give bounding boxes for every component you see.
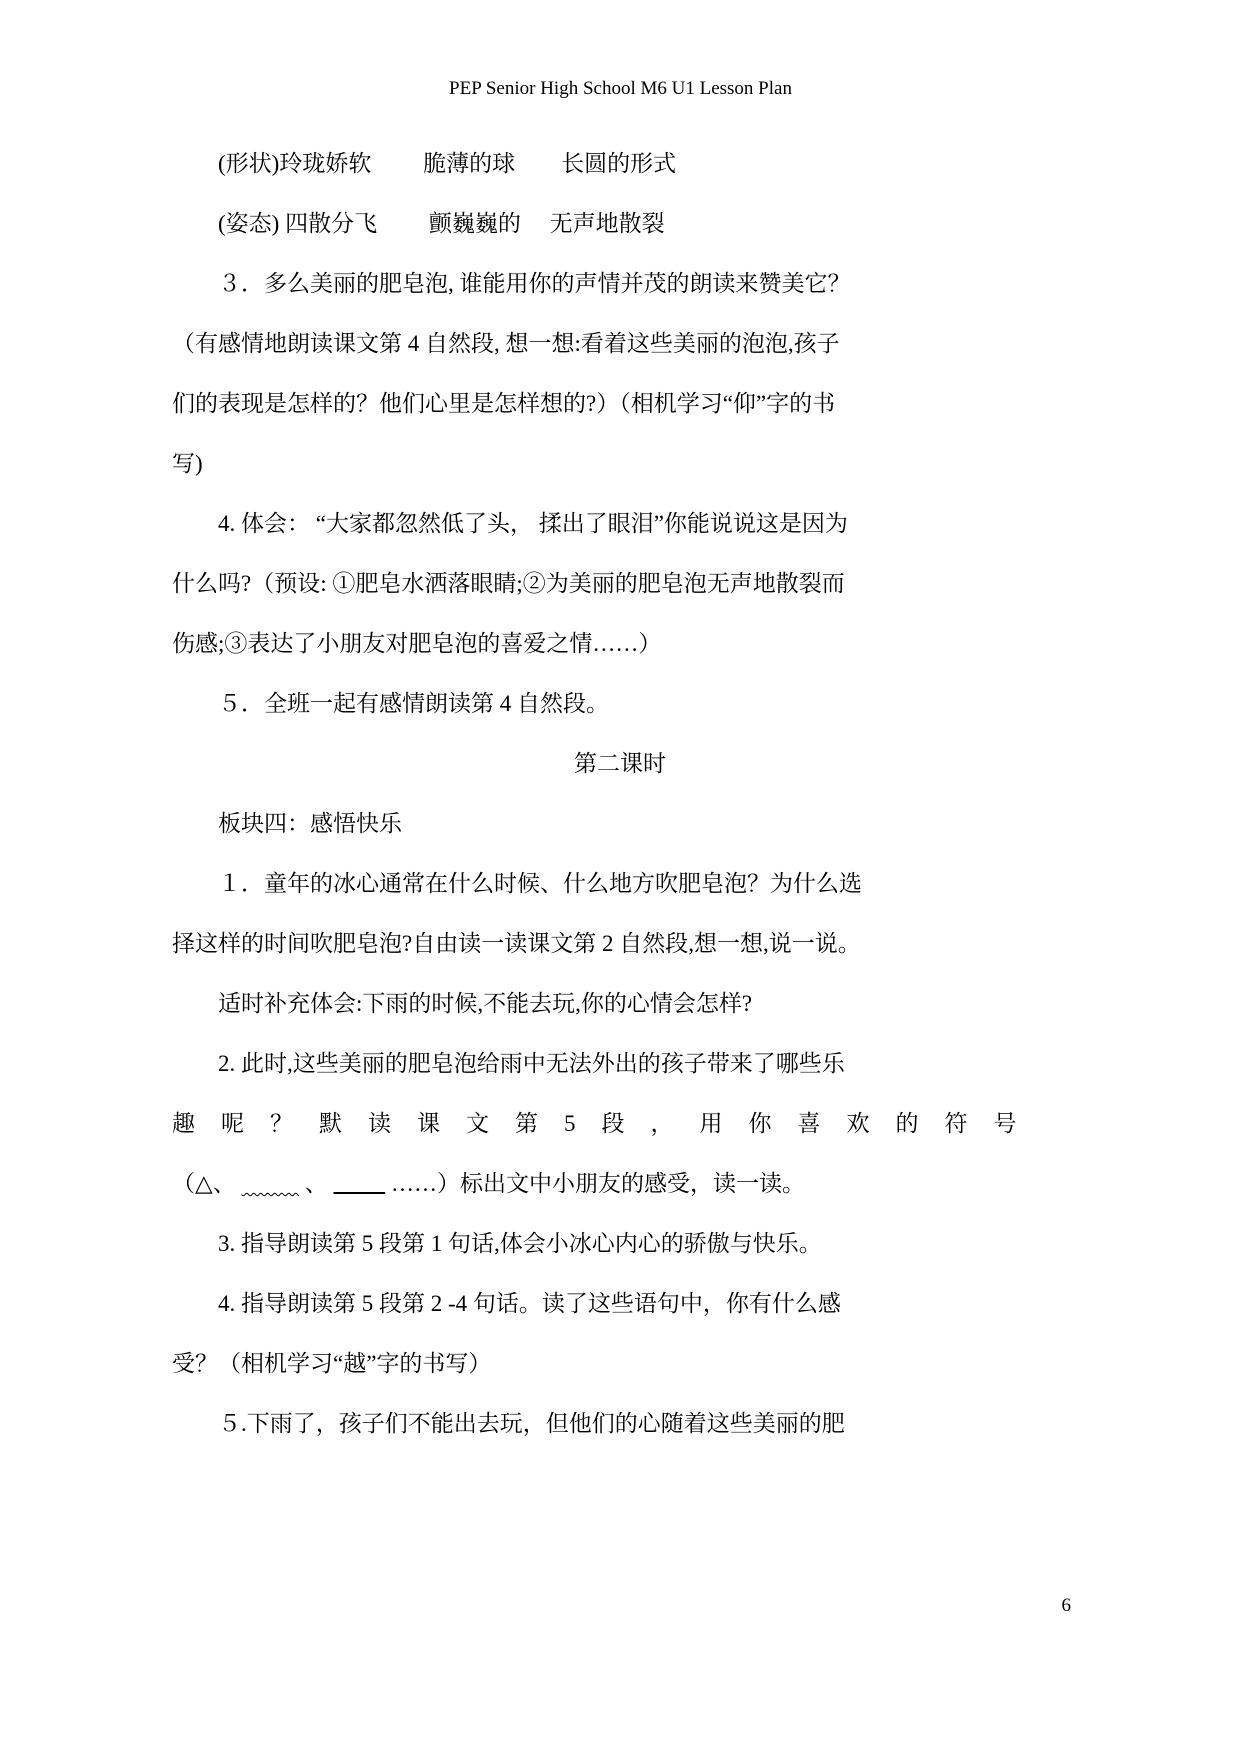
text-line: 受？（相机学习“越”字的书写） — [172, 1351, 492, 1376]
text-line: 4. 指导朗读第 5 段第 2 -4 句话。读了这些语句中，你有什么感 — [218, 1291, 841, 1316]
text-line: 板块四：感悟快乐 — [218, 811, 402, 836]
text-line: 写) — [172, 451, 203, 476]
blank-wavy-underline — [241, 1171, 299, 1196]
text-segment: ……）标出文中小朋友的感受，读一读。 — [385, 1171, 805, 1196]
text-segment: 、 — [298, 1171, 334, 1196]
text-line: 们的表现是怎样的？他们心里是怎样想的?）（相机学习“仰”字的书 — [172, 391, 836, 416]
text-line: 什么吗?（预设: ①肥皂水洒落眼睛;②为美丽的肥皂泡无声地散裂而 — [172, 571, 845, 596]
text-line: ３．多么美丽的肥皂泡, 谁能用你的声情并茂的朗读来赞美它？ — [218, 271, 851, 296]
document-header — [0, 78, 1241, 100]
text-line: 适时补充体会:下雨的时候,不能去玩,你的心情会怎样? — [218, 991, 753, 1016]
text-line: (姿态) 四散分飞 颤巍巍的 无声地散裂 — [218, 211, 665, 236]
text-line: 第二课时 — [574, 751, 666, 776]
header-title: PEP Senior High School M6 U1 Lesson Plan — [449, 78, 792, 99]
page-number: 6 — [1061, 1595, 1071, 1616]
document-body — [172, 134, 1068, 1454]
page-footer — [1062, 1592, 1072, 1620]
text-line: (形状)玲珑娇软 脆薄的球 长圆的形式 — [218, 151, 677, 176]
text-segment: （△、 — [172, 1171, 242, 1196]
text-line: （有感情地朗读课文第 4 自然段, 想一想:看着这些美丽的泡泡,孩子 — [172, 331, 840, 356]
text-line: １．童年的冰心通常在什么时候、什么地方吹肥皂泡？为什么选 — [218, 871, 862, 896]
text-line: 伤感;③表达了小朋友对肥皂泡的喜爱之情……） — [172, 631, 662, 656]
text-line: 2. 此时,这些美丽的肥皂泡给雨中无法外出的孩子带来了哪些乐 — [218, 1051, 845, 1076]
text-line: 3. 指导朗读第 5 段第 1 句话,体会小冰心内心的骄傲与快乐。 — [218, 1231, 822, 1256]
text-line: 择这样的时间吹肥皂泡?自由读一读课文第 2 自然段,想一想,说一说。 — [172, 931, 861, 956]
text-line: ５．全班一起有感情朗读第 4 自然段。 — [218, 691, 609, 716]
text-line — [172, 1154, 1068, 1214]
blank-solid-underline — [333, 1171, 385, 1196]
text-line: ５.下雨了，孩子们不能出去玩，但他们的心随着这些美丽的肥 — [218, 1411, 845, 1436]
text-line: 趣呢？默读课文第5段，用你喜欢的符号 — [172, 1111, 1043, 1136]
text-line: 4. 体会： “大家都忽然低了头， 揉出了眼泪”你能说说这是因为 — [218, 511, 848, 536]
